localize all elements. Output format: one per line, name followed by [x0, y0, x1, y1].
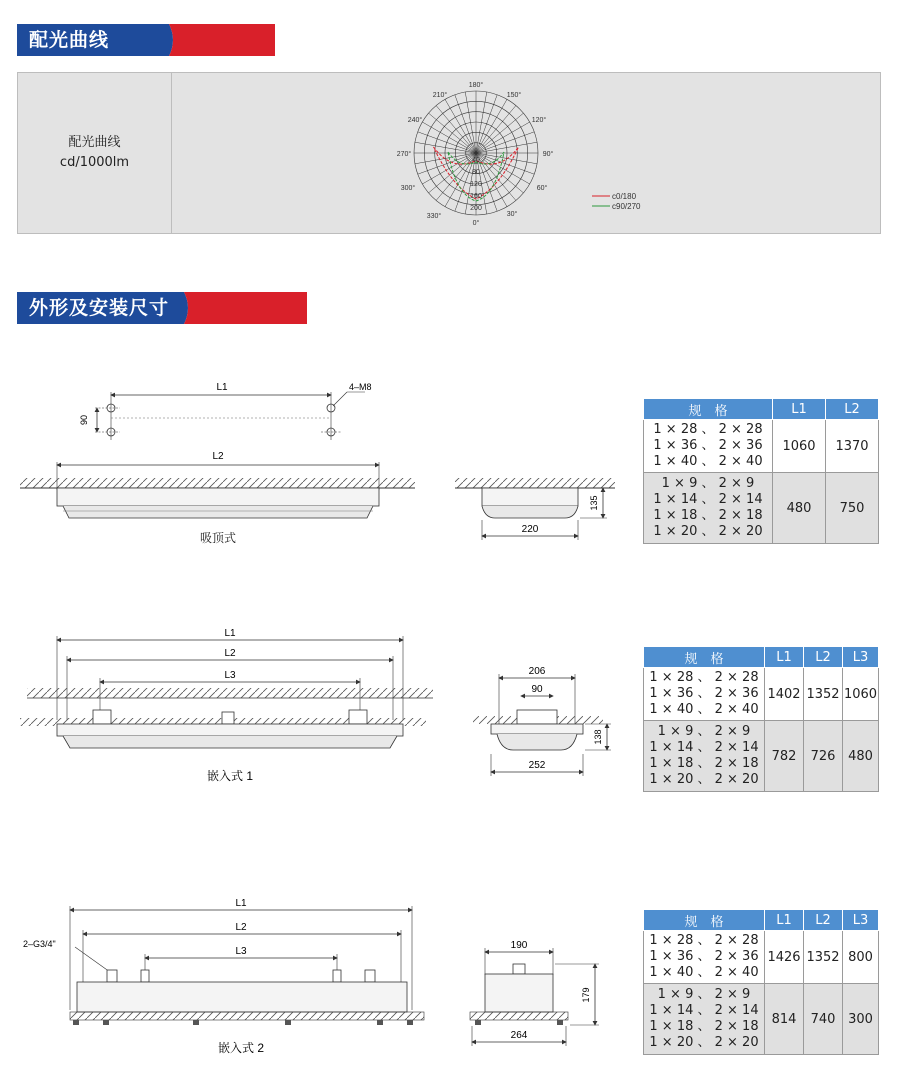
r1-dim-l1: L1: [224, 628, 236, 639]
photometric-panel: [17, 72, 881, 234]
r2-dim-l1: L1: [235, 898, 247, 909]
dim-l1: L1: [216, 382, 228, 393]
r2-dim-l3: L3: [235, 946, 247, 957]
table-row: 1 × 9 、 2 × 9 1 × 14 、 2 × 14 1 × 18 、 2 × 18 1 × 20 、 2 × 20 782 726 480: [644, 721, 879, 792]
section-header-dims: [17, 292, 307, 324]
r2-fasteners: [73, 1020, 413, 1025]
angle-270: 270°: [396, 151, 412, 158]
t1-head-l1: L1: [773, 399, 826, 420]
r1-side-width: 252: [528, 760, 546, 771]
drawing-recessed-2: [15, 890, 625, 1065]
table-row: 1 × 9 、 2 × 9 1 × 14 、 2 × 14 1 × 18 、 2 × 18 1 × 20 、 2 × 20 480 750: [644, 473, 879, 544]
r2-side-width: 264: [510, 1030, 528, 1041]
angle-120: 120°: [531, 117, 547, 124]
angle-30: 30°: [506, 211, 518, 218]
section-title-curve: 配光曲线: [29, 29, 110, 51]
angle-90: 90°: [542, 151, 554, 158]
r2-side-top: 190: [510, 940, 528, 951]
ring-120: 120: [470, 181, 482, 188]
ring-200: 200: [470, 205, 482, 212]
table-row: 1 × 28 、 2 × 28 1 × 36 、 2 × 36 1 × 40 、 2 × 40 1426 1352 800: [644, 931, 879, 984]
dim-90: 90: [79, 414, 89, 426]
photometric-label: 配光曲线: [68, 135, 121, 150]
t3-head-spec: 规 格: [644, 910, 765, 931]
drawing-ceiling-mount: [15, 370, 625, 555]
side-width-ceiling: 220: [521, 524, 539, 535]
polar-legend: [592, 192, 641, 211]
dim-l2: L2: [212, 451, 224, 462]
spec-table-recessed-1: [643, 646, 879, 792]
header-curve-accent: [157, 24, 179, 56]
caption-recessed-1: 嵌入式 1: [206, 769, 254, 783]
table-row: 1 × 9 、 2 × 9 1 × 14 、 2 × 14 1 × 18 、 2 × 18 1 × 20 、 2 × 20 814 740 300: [644, 984, 879, 1055]
t3-head-l1: L1: [765, 910, 804, 931]
table-row: 1 × 28 、 2 × 28 1 × 36 、 2 × 36 1 × 40 、 2 × 40 1402 1352 1060: [644, 668, 879, 721]
photometric-unit: cd/1000lm: [59, 155, 130, 170]
angle-150: 150°: [506, 92, 522, 99]
t3-head-l2: L2: [804, 910, 843, 931]
table-row: 1 × 28 、 2 × 28 1 × 36 、 2 × 36 1 × 40 、 2 × 40 1060 1370: [644, 420, 879, 473]
spec-table-recessed-2: [643, 909, 879, 1055]
legend-c0: c0/180: [612, 192, 637, 201]
legend-c90: c90/270: [612, 202, 641, 211]
section-header-curve: [17, 24, 275, 56]
angle-60: 60°: [536, 185, 548, 192]
polar-diagram: [378, 77, 698, 229]
t1-head-spec: 规 格: [644, 399, 773, 420]
caption-ceiling: 吸顶式: [199, 531, 237, 545]
spec-table-ceiling: [643, 398, 879, 544]
section-title-dims: 外形及安装尺寸: [29, 297, 170, 319]
r1-dim-l3: L3: [224, 670, 236, 681]
ring-40: 40: [472, 157, 480, 164]
dim-bolt: 4–M8: [349, 382, 372, 392]
angle-0: 0°: [472, 220, 480, 227]
t3-head-l3: L3: [843, 910, 879, 931]
r1-dim-l2: L2: [224, 648, 236, 659]
angle-330: 330°: [426, 213, 442, 220]
r2-dim-l2: L2: [235, 922, 247, 933]
ring-160: 160: [470, 193, 482, 200]
angle-210: 210°: [432, 92, 448, 99]
angle-240: 240°: [407, 117, 423, 124]
r1-side-height: 138: [593, 729, 603, 745]
caption-recessed-2: 嵌入式 2: [217, 1041, 265, 1055]
r2-thread: 2–G3/4": [23, 939, 56, 949]
side-height-ceiling: 135: [589, 495, 599, 511]
r1-side-inner: 90: [531, 684, 543, 695]
t1-head-l2: L2: [826, 399, 879, 420]
t2-head-spec: 规 格: [644, 647, 765, 668]
t2-head-l3: L3: [843, 647, 879, 668]
header-dims-accent: [172, 292, 194, 324]
t2-head-l2: L2: [804, 647, 843, 668]
ring-80: 80: [472, 169, 480, 176]
angle-300: 300°: [400, 185, 416, 192]
r1-side-top: 206: [528, 666, 546, 677]
r2-side-height: 179: [581, 987, 591, 1003]
t2-head-l1: L1: [765, 647, 804, 668]
angle-180: 180°: [468, 82, 484, 89]
drawing-recessed-1: [15, 620, 625, 790]
